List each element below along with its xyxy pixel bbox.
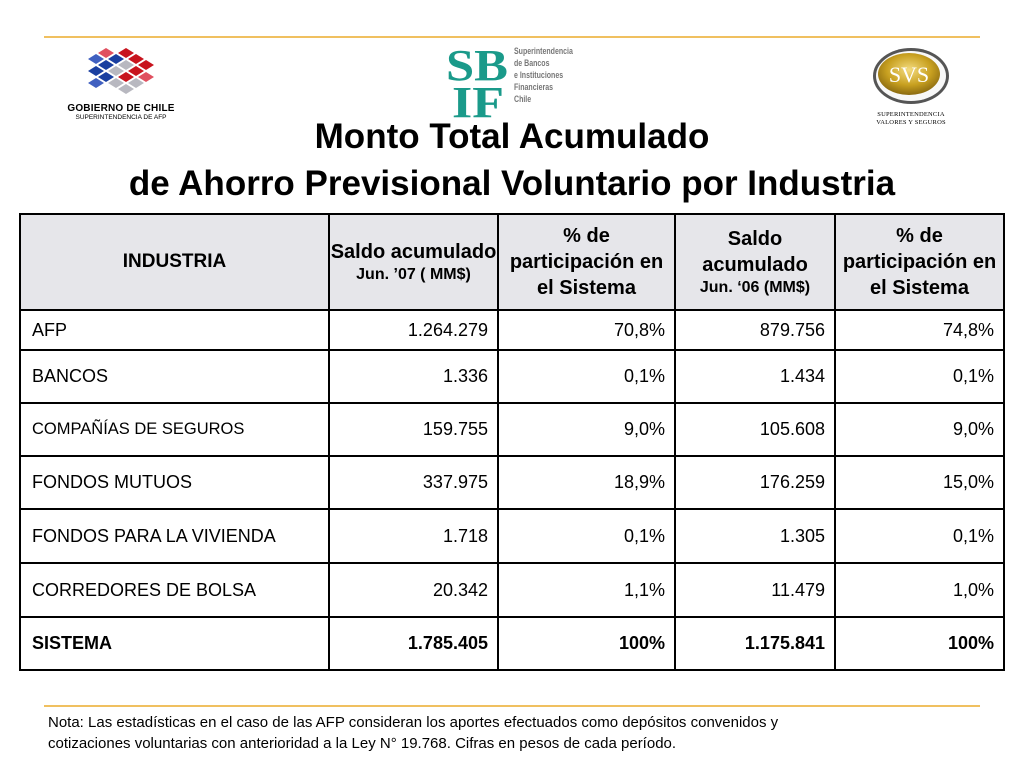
gobierno-de-chile-logo [66,44,176,124]
industry-name: AFP [20,310,329,350]
table-total-row [20,617,1004,670]
saldo-2006: 105.608 [675,403,835,456]
total-saldo-2006: 1.175.841 [675,617,835,670]
participacion-2007: 9,0% [498,403,675,456]
participacion-2006: 1,0% [835,563,1004,617]
total-saldo-2007: 1.785.405 [329,617,498,670]
saldo-2007: 1.264.279 [329,310,498,350]
chile-cubes-icon [66,44,176,104]
participacion-2007: 0,1% [498,350,675,403]
saldo-2007: 337.975 [329,456,498,509]
table-row [20,456,1004,509]
sbif-line: Chile [514,94,532,104]
sbif-logo [446,44,586,118]
participacion-2007: 18,9% [498,456,675,509]
sbif-letters-top: SB [446,44,508,90]
participacion-2007: 1,1% [498,563,675,617]
participacion-2006: 74,8% [835,310,1004,350]
sbif-line: de Bancos [514,58,550,68]
participacion-2007: 0,1% [498,509,675,563]
header-label: % de participación en el Sistema [509,225,664,299]
participacion-2006: 0,1% [835,350,1004,403]
saldo-2006: 1.434 [675,350,835,403]
svs-line2: VALORES Y SEGUROS [876,119,946,126]
gobierno-subtitle: SUPERINTENDENCIA DE AFP [75,114,167,121]
table-header-row [20,214,1004,310]
table-row [20,403,1004,456]
total-label: SISTEMA [20,617,329,670]
header-label: % de participación en el Sistema [842,225,997,299]
footnote-line2: cotizaciones voluntarias con anterioridad a la Ley N° 19.768. Cifras en pesos de cada período. [48,735,677,752]
saldo-2006: 11.479 [675,563,835,617]
header-participacion-2007 [498,214,675,310]
footnote [48,712,978,754]
header-saldo-2006 [675,214,835,310]
participacion-2006: 0,1% [835,509,1004,563]
saldo-2006: 879.756 [675,310,835,350]
footnote-line1: Nota: Las estadísticas en el caso de las AFP consideran los aportes efectuados como depósitos convenidos y [48,714,779,731]
header-industria [20,214,329,310]
industry-name: FONDOS PARA LA VIVIENDA [20,509,329,563]
svs-line1: SUPERINTENDENCIA [877,111,945,118]
sbif-line: e Instituciones [514,70,564,80]
total-participacion-2006: 100% [835,617,1004,670]
saldo-2006: 1.305 [675,509,835,563]
gobierno-name: GOBIERNO DE CHILE [67,103,175,114]
saldo-2007: 1.718 [329,509,498,563]
header-sublabel: Jun. ‘06 (MM$) [699,279,811,296]
header-label: Saldo acumulado [330,241,497,263]
total-participacion-2007: 100% [498,617,675,670]
saldo-2007: 159.755 [329,403,498,456]
sbif-line: Financieras [514,82,554,92]
bottom-divider [44,705,980,707]
saldo-2007: 1.336 [329,350,498,403]
header-saldo-2007 [329,214,498,310]
svs-emblem-text: SVS [888,62,930,87]
svs-emblem-icon [866,42,956,110]
header-label: Saldo acumulado [702,228,808,276]
page-title-line2: de Ahorro Previsional Voluntario por Industria [128,164,896,203]
page-title-line1: Monto Total Acumulado [314,117,710,156]
participacion-2007: 70,8% [498,310,675,350]
table-row [20,350,1004,403]
saldo-2007: 20.342 [329,563,498,617]
industry-name: COMPAÑÍAS DE SEGUROS [20,403,329,456]
table-row [20,310,1004,350]
sbif-name [514,45,573,105]
table-row [20,563,1004,617]
saldo-2006: 176.259 [675,456,835,509]
header-sublabel: Jun. ’07 ( MM$) [356,266,471,283]
participacion-2006: 15,0% [835,456,1004,509]
industry-name: CORREDORES DE BOLSA [20,563,329,617]
top-divider [44,36,980,38]
industry-name: FONDOS MUTUOS [20,456,329,509]
sbif-letters-bottom: IF [452,78,504,118]
header-participacion-2006 [835,214,1004,310]
sbif-line: Superintendencia [514,46,573,56]
header-label: INDUSTRIA [122,251,227,272]
industry-table [19,213,1005,671]
industry-name: BANCOS [20,350,329,403]
participacion-2006: 9,0% [835,403,1004,456]
sbif-monogram-icon [446,44,510,118]
table-row [20,509,1004,563]
